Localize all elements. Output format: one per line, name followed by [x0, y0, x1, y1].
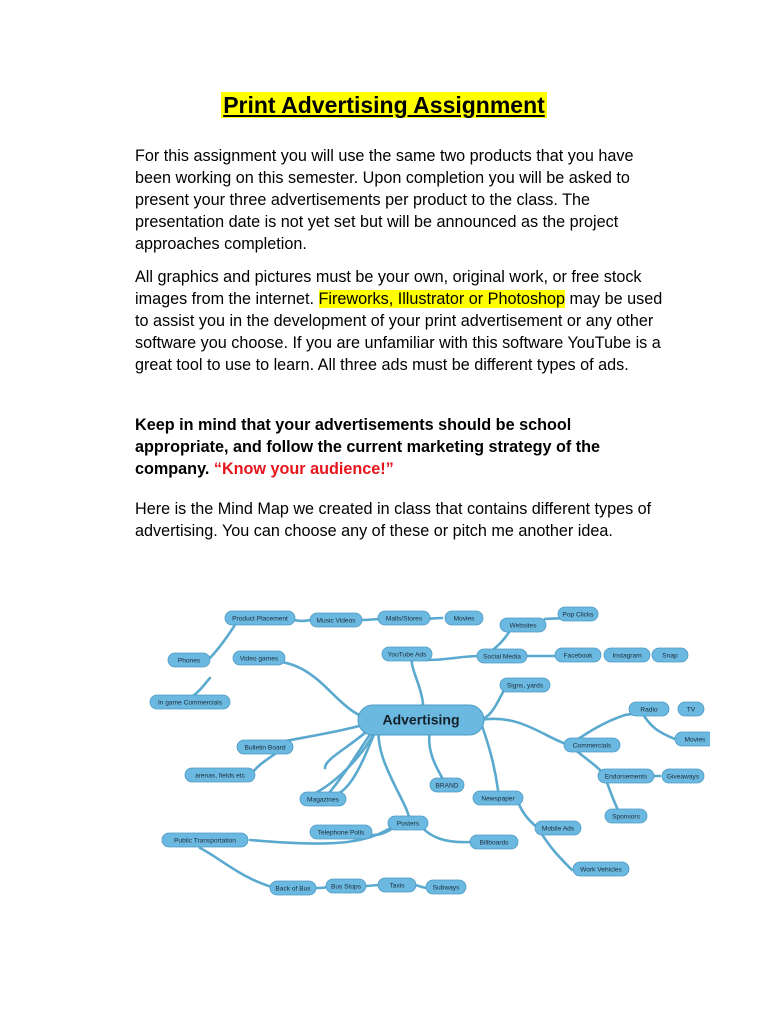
mind-map-node — [300, 792, 346, 806]
mind-map-node — [675, 732, 710, 746]
mind-map-node — [270, 881, 316, 895]
mind-map-node — [564, 738, 620, 752]
svg-text:Signs, yards: Signs, yards — [506, 682, 544, 690]
svg-text:Back of Bus: Back of Bus — [275, 885, 311, 893]
svg-text:Instagram: Instagram — [612, 652, 642, 660]
svg-text:arenas, fields etc: arenas, fields etc — [195, 772, 245, 780]
mind-map-node — [388, 816, 428, 830]
svg-text:Public Transportation: Public Transportation — [174, 837, 236, 845]
mind-map-center-node — [358, 705, 484, 735]
svg-text:Facebook: Facebook — [563, 652, 593, 660]
svg-text:Telephone Polls: Telephone Polls — [317, 829, 365, 837]
svg-text:Taxis: Taxis — [389, 882, 405, 890]
svg-text:Sponsors: Sponsors — [612, 813, 640, 821]
svg-text:Bulletin Board: Bulletin Board — [244, 744, 286, 752]
paragraph-graphics — [135, 266, 665, 376]
mind-map-node — [598, 769, 654, 783]
svg-text:Snap: Snap — [662, 652, 678, 660]
mind-map-node — [555, 648, 601, 662]
paragraph-intro: For this assignment you will use the same two products that you have been working on this semester. Upon completion you will be asked to present your three advertisements per product to the class. The presentation date is not yet set but will be announced as the project approaches completion. — [135, 147, 634, 253]
center-node-label: Advertising — [382, 711, 460, 728]
svg-text:Magazines: Magazines — [307, 796, 339, 804]
mind-map-node — [430, 778, 464, 792]
svg-text:Work Vehicles: Work Vehicles — [580, 866, 622, 874]
mind-map-node — [500, 678, 550, 692]
mind-map-node — [168, 653, 210, 667]
svg-text:Websites: Websites — [509, 622, 537, 630]
svg-text:Commercials: Commercials — [572, 742, 612, 750]
paragraph-mind-map-intro: Here is the Mind Map we created in class that contains different types of advertising. You can choose any of these or pitch me another idea. — [135, 500, 652, 540]
svg-text:Billboards: Billboards — [479, 839, 509, 847]
mind-map-node — [535, 821, 581, 835]
software-highlight: Fireworks, Illustrator or Photoshop — [318, 290, 566, 308]
svg-text:Newspaper: Newspaper — [481, 795, 515, 803]
svg-text:Video games: Video games — [239, 655, 279, 663]
mind-map-node — [470, 835, 518, 849]
svg-text:Subways: Subways — [432, 884, 460, 892]
mind-map-node — [225, 611, 295, 625]
mind-map-node — [473, 791, 523, 805]
mind-map-node — [162, 833, 248, 847]
mind-map-node — [500, 618, 546, 632]
mind-map — [140, 598, 710, 908]
mind-map-node — [382, 647, 432, 661]
svg-text:Giveaways: Giveaways — [666, 773, 700, 781]
paragraph-reminder — [135, 414, 665, 480]
svg-text:Posters: Posters — [396, 820, 420, 828]
svg-text:BRAND: BRAND — [435, 782, 459, 790]
graphics-text-start: All graphics and pictures must be your own, original work, or free stock images from the internet. — [135, 268, 642, 308]
mind-map-node — [604, 648, 650, 662]
mind-map-node — [445, 611, 483, 625]
svg-text:TV: TV — [686, 706, 696, 714]
mind-map-node — [185, 768, 255, 782]
svg-text:Movies: Movies — [684, 736, 706, 744]
svg-text:Phones: Phones — [177, 657, 201, 665]
svg-text:Endorsements: Endorsements — [604, 773, 648, 781]
mind-map-node — [310, 613, 362, 627]
svg-text:Social Media: Social Media — [483, 653, 521, 661]
mind-map-node — [678, 702, 704, 716]
reminder-text: Keep in mind that your advertisements should be school appropriate, and follow the current marketing strategy of the company. — [135, 416, 601, 478]
know-audience-quote: “Know your audience!” — [213, 460, 394, 478]
svg-text:Movies: Movies — [453, 615, 475, 623]
mind-map-node — [310, 825, 372, 839]
svg-text:Product Placement: Product Placement — [232, 615, 288, 623]
svg-text:Malls/Stores: Malls/Stores — [385, 615, 423, 623]
mind-map-node — [558, 607, 598, 621]
svg-text:Bus Stops: Bus Stops — [330, 883, 362, 891]
mind-map-node — [378, 878, 416, 892]
mind-map-node — [662, 769, 704, 783]
mind-map-node — [573, 862, 629, 876]
mind-map-node — [652, 648, 688, 662]
mind-map-node — [426, 880, 466, 894]
mind-map-node — [629, 702, 669, 716]
mind-map-node — [605, 809, 647, 823]
mind-map-node — [237, 740, 293, 754]
graphics-text-end: may be used to assist you in the development of your print advertisement or any other software you choose. If you are unfamiliar with this software YouTube is a great tool to use to learn. All three ads must be different types of ads. — [135, 290, 663, 374]
mind-map-node — [150, 695, 230, 709]
svg-text:Radio: Radio — [640, 706, 658, 714]
mind-map-node — [326, 879, 366, 893]
mind-map-node — [378, 611, 430, 625]
svg-text:Music Videos: Music Videos — [316, 617, 356, 625]
svg-text:Mobile Ads: Mobile Ads — [541, 825, 575, 833]
svg-text:In game Commercials: In game Commercials — [157, 699, 223, 707]
svg-text:YouTube Ads: YouTube Ads — [387, 651, 427, 659]
mind-map-node — [477, 649, 527, 663]
document-title — [0, 92, 768, 119]
svg-text:Pop Clicks: Pop Clicks — [562, 611, 594, 619]
mind-map-node — [233, 651, 285, 665]
title-text: Print Advertising Assignment — [223, 92, 545, 118]
